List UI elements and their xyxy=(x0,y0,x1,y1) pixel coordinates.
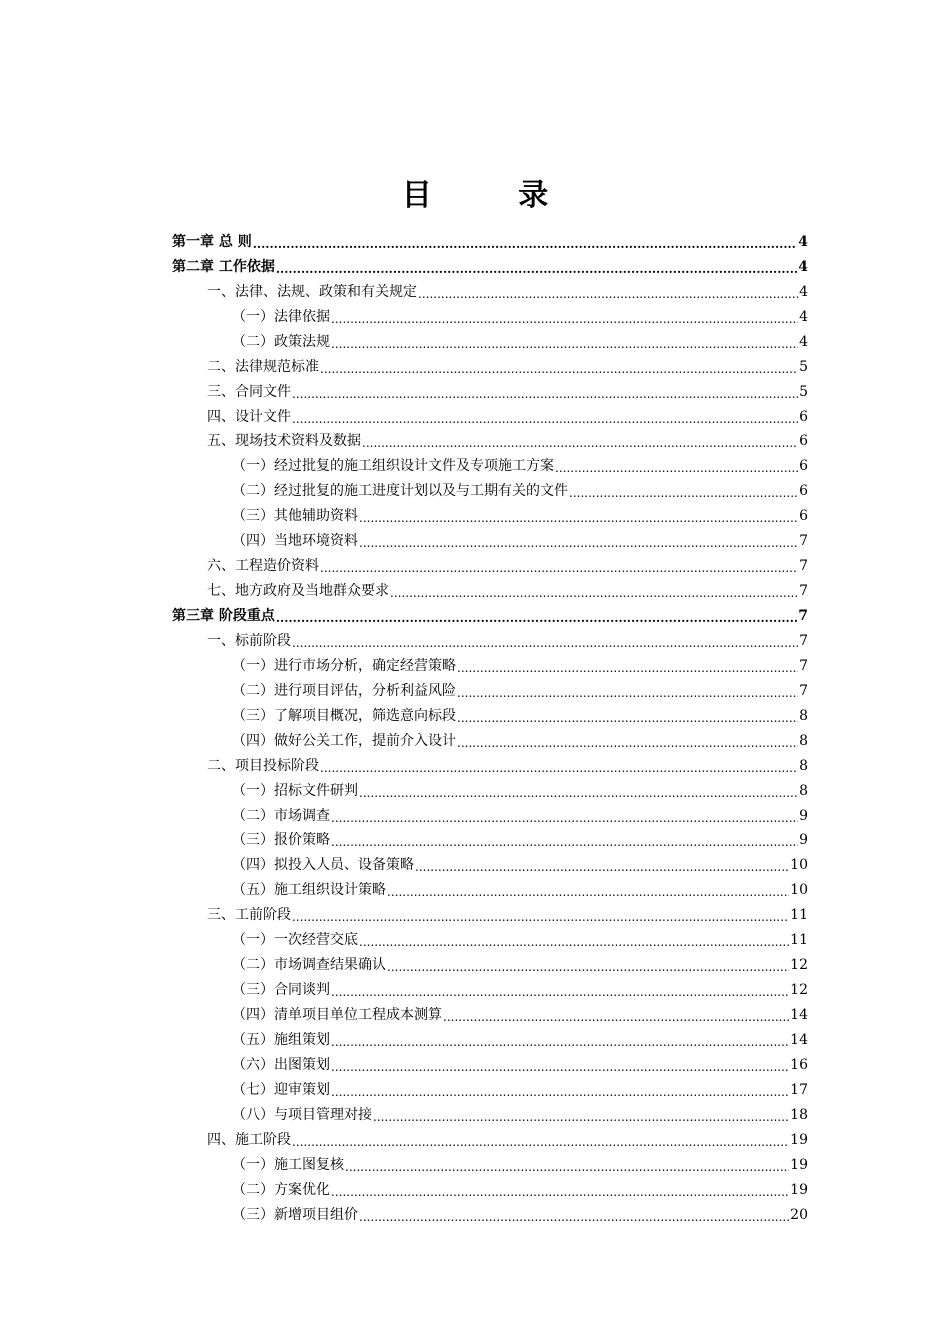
dot-leader xyxy=(415,860,789,874)
toc-entry-page-number: 7 xyxy=(799,682,808,699)
toc-entry-title: （五）施工组织设计策略 xyxy=(232,882,386,899)
toc-entry-page-number: 4 xyxy=(799,283,808,300)
toc-entry-page-number: 19 xyxy=(790,1131,808,1148)
dot-leader xyxy=(331,835,798,849)
dot-leader xyxy=(555,461,798,475)
toc-entry-title: （八）与项目管理对接 xyxy=(232,1106,372,1123)
dot-leader xyxy=(457,736,798,750)
toc-entry-title: （六）出图策划 xyxy=(232,1056,330,1073)
toc-entry-page-number: 6 xyxy=(799,433,808,450)
toc-entry[interactable] xyxy=(172,800,808,825)
toc-entry[interactable] xyxy=(172,924,808,949)
toc-entry-page-number: 4 xyxy=(798,233,808,250)
dot-leader xyxy=(292,387,798,401)
toc-entry-title: （二）政策法规 xyxy=(232,333,330,350)
toc-entry-title: （二）市场调查 xyxy=(232,807,330,824)
toc-entry-page-number: 8 xyxy=(799,757,808,774)
toc-entry-page-number: 6 xyxy=(799,483,808,500)
dot-leader xyxy=(387,960,789,974)
toc-entry-page-number: 4 xyxy=(798,258,808,275)
toc-entry-page-number: 19 xyxy=(790,1181,808,1198)
dot-leader xyxy=(387,885,789,899)
toc-entry-page-number: 17 xyxy=(790,1081,808,1098)
dot-leader xyxy=(359,511,798,525)
dot-leader xyxy=(331,337,798,351)
toc-entry-title: 六、工程造价资料 xyxy=(207,558,319,575)
dot-leader xyxy=(320,761,798,775)
toc-entry[interactable] xyxy=(172,1049,808,1074)
toc-entry-title: 四、设计文件 xyxy=(207,408,291,425)
toc-entry-page-number: 14 xyxy=(790,1007,808,1023)
toc-entry-page-number: 7 xyxy=(798,608,808,624)
toc-entry[interactable] xyxy=(172,276,808,301)
dot-leader xyxy=(457,686,798,700)
toc-entry-title: 一、法律、法规、政策和有关规定 xyxy=(207,283,417,300)
toc-entry-page-number: 7 xyxy=(799,657,808,674)
toc-entry-page-number: 7 xyxy=(799,583,808,600)
toc-entry[interactable] xyxy=(172,625,808,650)
dot-leader xyxy=(292,910,789,924)
dot-leader xyxy=(359,536,798,550)
toc-entry-page-number: 5 xyxy=(799,383,808,400)
toc-entry-page-number: 6 xyxy=(799,408,808,425)
toc-entry-page-number: 6 xyxy=(799,508,808,525)
dot-leader xyxy=(331,811,798,825)
dot-leader xyxy=(320,561,798,575)
dot-leader xyxy=(359,935,789,949)
toc-entry-page-number: 19 xyxy=(790,1156,808,1173)
toc-entry[interactable] xyxy=(172,899,808,924)
toc-entry-page-number: 10 xyxy=(790,857,808,874)
toc-entry-page-number: 8 xyxy=(799,782,808,799)
toc-entry-title: （一）法律依据 xyxy=(232,308,330,325)
dot-leader xyxy=(331,1185,789,1199)
toc-entry-title: 七、地方政府及当地群众要求 xyxy=(207,583,389,600)
toc-entry-page-number: 7 xyxy=(799,632,808,649)
dot-leader xyxy=(373,1110,789,1124)
toc-entry[interactable] xyxy=(172,949,808,974)
toc-entry[interactable] xyxy=(172,1124,808,1149)
toc-entry-page-number: 14 xyxy=(790,1031,808,1048)
toc-entry-title: （一）招标文件研判 xyxy=(232,782,358,799)
toc-entry-page-number: 5 xyxy=(799,358,808,375)
dot-leader xyxy=(457,661,798,675)
toc-entry-title: 一、标前阶段 xyxy=(207,632,291,649)
toc-entry-title: （二）市场调查结果确认 xyxy=(232,957,386,974)
dot-leader xyxy=(276,262,797,276)
dot-leader xyxy=(331,1060,789,1074)
toc-entry-title: 二、法律规范标准 xyxy=(207,358,319,375)
toc-entry[interactable] xyxy=(172,775,808,800)
toc-entry-title: （三）报价策略 xyxy=(232,832,330,849)
toc-entry[interactable] xyxy=(172,974,808,999)
dot-leader xyxy=(292,412,798,426)
toc-entry[interactable] xyxy=(172,326,808,351)
toc-entry[interactable] xyxy=(172,1149,808,1174)
toc-entry-title: 第一章 总 则 xyxy=(172,233,252,250)
dot-leader xyxy=(390,586,798,600)
toc-entry-title: （七）迎审策划 xyxy=(232,1081,330,1098)
toc-entry[interactable] xyxy=(172,675,808,700)
dot-leader xyxy=(331,1035,789,1049)
toc-entry[interactable] xyxy=(172,874,808,899)
dot-leader xyxy=(331,1085,789,1099)
toc-entry-page-number: 8 xyxy=(799,732,808,749)
toc-entry[interactable] xyxy=(172,1099,808,1124)
toc-entry-page-number: 20 xyxy=(790,1206,808,1223)
toc-entry-page-number: 4 xyxy=(799,333,808,350)
dot-leader xyxy=(320,362,798,376)
dot-leader xyxy=(569,486,798,500)
dot-leader xyxy=(418,287,798,301)
toc-entry-title: （三）新增项目组价 xyxy=(232,1206,358,1223)
dot-leader xyxy=(362,436,798,450)
toc-entry-page-number: 12 xyxy=(790,957,808,974)
toc-entry-title: （二）方案优化 xyxy=(232,1181,330,1198)
toc-entry[interactable] xyxy=(172,251,808,276)
dot-leader xyxy=(345,1160,789,1174)
toc-entry-title: （三）了解项目概况，筛选意向标段 xyxy=(232,707,456,724)
toc-entry[interactable] xyxy=(172,226,808,251)
toc-entry[interactable] xyxy=(172,475,808,500)
toc-entry-page-number: 6 xyxy=(799,458,808,475)
toc-entry[interactable] xyxy=(172,426,808,451)
dot-leader xyxy=(457,711,798,725)
toc-entry-title: （二）进行项目评估，分析利益风险 xyxy=(232,682,456,699)
dot-leader xyxy=(276,611,797,625)
toc-entry[interactable] xyxy=(172,376,808,401)
toc-entry[interactable] xyxy=(172,825,808,850)
toc-entry-title: （二）经过批复的施工进度计划以及与工期有关的文件 xyxy=(232,483,568,500)
toc-entry-page-number: 9 xyxy=(799,832,808,849)
toc-entry[interactable] xyxy=(172,725,808,750)
toc-entry-title: （一）施工图复核 xyxy=(232,1156,344,1173)
toc-entry-page-number: 7 xyxy=(799,558,808,575)
toc-entry-page-number: 10 xyxy=(790,882,808,899)
toc-entry[interactable] xyxy=(172,301,808,326)
toc-entry-title: 二、项目投标阶段 xyxy=(207,757,319,774)
toc-entry-title: 五、现场技术资料及数据 xyxy=(207,433,361,450)
toc-entry-title: （一）进行市场分析，确定经营策略 xyxy=(232,657,456,674)
toc-entry[interactable] xyxy=(172,650,808,675)
toc-entry[interactable] xyxy=(172,450,808,475)
dot-leader xyxy=(359,786,798,800)
toc-entry[interactable] xyxy=(172,550,808,575)
toc-entry-title: （三）其他辅助资料 xyxy=(232,508,358,525)
toc-entry[interactable] xyxy=(172,849,808,874)
toc-entry-page-number: 12 xyxy=(790,982,808,999)
toc-entry[interactable] xyxy=(172,500,808,525)
toc-entry-title: 四、施工阶段 xyxy=(207,1131,291,1148)
toc-entry-page-number: 11 xyxy=(790,907,808,924)
toc-entry[interactable] xyxy=(172,1199,808,1224)
toc-entry[interactable] xyxy=(172,401,808,426)
dot-leader xyxy=(253,237,798,251)
toc-entry-page-number: 4 xyxy=(799,308,808,325)
toc-entry-title: 第二章 工作依据 xyxy=(172,258,275,275)
toc-entry[interactable] xyxy=(172,1174,808,1199)
toc-entry-page-number: 8 xyxy=(799,707,808,724)
toc-entry-title: （五）施组策划 xyxy=(232,1031,330,1048)
toc-entry[interactable] xyxy=(172,1074,808,1099)
toc-entry-page-number: 9 xyxy=(799,807,808,824)
toc-entry-title: （四）拟投入人员、设备策略 xyxy=(232,857,414,874)
dot-leader xyxy=(443,1010,789,1024)
toc-entry[interactable] xyxy=(172,575,808,600)
toc-entry[interactable] xyxy=(172,999,808,1024)
toc-entry-title: （四）清单项目单位工程成本测算 xyxy=(232,1007,442,1023)
toc-entry-page-number: 18 xyxy=(790,1106,808,1123)
toc-entry[interactable] xyxy=(172,351,808,376)
toc-entry-title: 三、合同文件 xyxy=(207,383,291,400)
toc-entry[interactable] xyxy=(172,600,808,625)
dot-leader xyxy=(292,636,798,650)
toc-entry-title: （四）当地环境资料 xyxy=(232,533,358,550)
toc-entry-title: （一）经过批复的施工组织设计文件及专项施工方案 xyxy=(232,458,554,475)
toc-entry-title: （一）一次经营交底 xyxy=(232,932,358,949)
toc-entry-page-number: 16 xyxy=(790,1056,808,1073)
toc-entry[interactable] xyxy=(172,1024,808,1049)
toc-entry-page-number: 11 xyxy=(790,932,808,949)
toc-entry[interactable] xyxy=(172,750,808,775)
table-of-contents xyxy=(172,226,808,1224)
dot-leader xyxy=(331,985,789,999)
toc-entry-title: 第三章 阶段重点 xyxy=(172,608,275,624)
dot-leader xyxy=(331,312,798,326)
toc-entry-title: 三、工前阶段 xyxy=(207,907,291,924)
toc-entry[interactable] xyxy=(172,700,808,725)
dot-leader xyxy=(292,1135,789,1149)
toc-entry-title: （三）合同谈判 xyxy=(232,982,330,999)
toc-entry-title: （四）做好公关工作，提前介入设计 xyxy=(232,732,456,749)
dot-leader xyxy=(359,1210,789,1224)
toc-entry[interactable] xyxy=(172,525,808,550)
toc-entry-page-number: 7 xyxy=(799,533,808,550)
toc-title: 目 录 xyxy=(401,178,587,213)
